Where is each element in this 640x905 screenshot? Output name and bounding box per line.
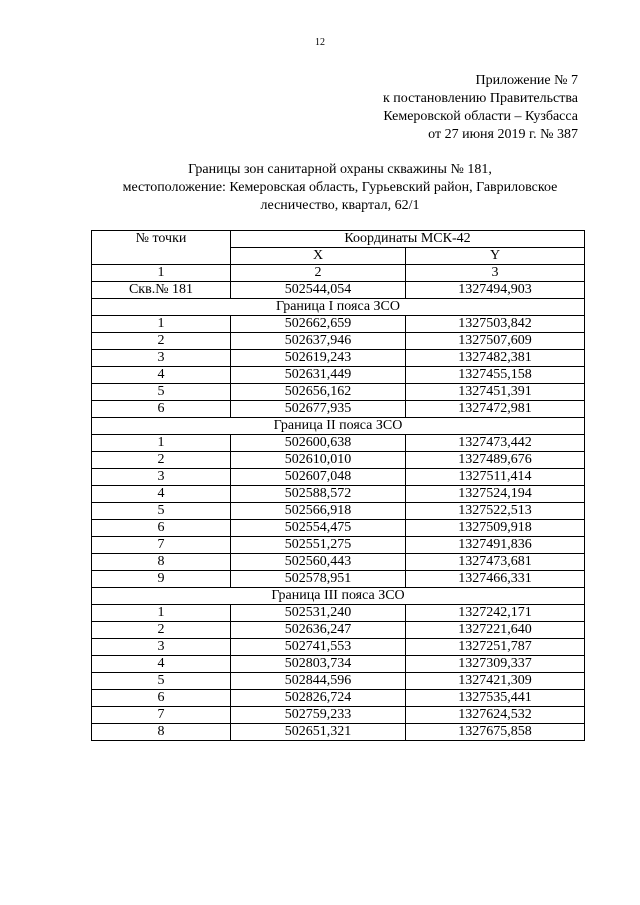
x-coordinate: 502554,475 <box>231 520 406 537</box>
point-number: 5 <box>92 384 231 401</box>
table-row <box>92 384 585 401</box>
point-number: 3 <box>92 350 231 367</box>
x-coordinate: 502619,243 <box>231 350 406 367</box>
y-coordinate: 1327421,309 <box>406 673 585 690</box>
point-number: 1 <box>92 605 231 622</box>
header-point-number: № точки <box>92 231 231 265</box>
point-number: 4 <box>92 656 231 673</box>
point-number: 2 <box>92 452 231 469</box>
point-number: 2 <box>92 622 231 639</box>
y-coordinate: 1327503,842 <box>406 316 585 333</box>
y-coordinate: 1327455,158 <box>406 367 585 384</box>
table-row <box>92 537 585 554</box>
x-coordinate: 502600,638 <box>231 435 406 452</box>
appendix-line: Приложение № 7 <box>475 73 578 88</box>
well-label: Скв.№ 181 <box>92 282 231 299</box>
y-coordinate: 1327624,532 <box>406 707 585 724</box>
x-coordinate: 502607,048 <box>231 469 406 486</box>
section-title: Граница II пояса ЗСО <box>92 418 585 435</box>
y-coordinate: 1327451,391 <box>406 384 585 401</box>
header-x: X <box>231 248 406 265</box>
column-number: 2 <box>231 265 406 282</box>
x-coordinate: 502803,734 <box>231 656 406 673</box>
y-coordinate: 1327507,609 <box>406 333 585 350</box>
section-title: Граница III пояса ЗСО <box>92 588 585 605</box>
point-number: 9 <box>92 571 231 588</box>
point-number: 7 <box>92 537 231 554</box>
y-coordinate: 1327221,640 <box>406 622 585 639</box>
table-row <box>92 435 585 452</box>
x-coordinate: 502560,443 <box>231 554 406 571</box>
appendix-line: к постановлению Правительства <box>382 91 578 106</box>
page-number: 12 <box>315 37 325 48</box>
x-coordinate: 502636,247 <box>231 622 406 639</box>
y-coordinate: 1327482,381 <box>406 350 585 367</box>
y-coordinate: 1327309,337 <box>406 656 585 673</box>
x-coordinate: 502631,449 <box>231 367 406 384</box>
table-row <box>92 690 585 707</box>
well-y: 1327494,903 <box>406 282 585 299</box>
point-number: 3 <box>92 639 231 656</box>
table-row <box>92 622 585 639</box>
column-number: 1 <box>92 265 231 282</box>
x-coordinate: 502588,572 <box>231 486 406 503</box>
y-coordinate: 1327675,858 <box>406 724 585 741</box>
point-number: 4 <box>92 486 231 503</box>
well-row <box>92 282 585 299</box>
y-coordinate: 1327511,414 <box>406 469 585 486</box>
y-coordinate: 1327242,171 <box>406 605 585 622</box>
point-number: 8 <box>92 724 231 741</box>
point-number: 7 <box>92 707 231 724</box>
point-number: 6 <box>92 520 231 537</box>
point-number: 5 <box>92 673 231 690</box>
appendix-line: Кемеровской области – Кузбасса <box>383 109 578 124</box>
title-line: Границы зон санитарной охраны скважины № 181, <box>188 162 492 177</box>
table-row <box>92 316 585 333</box>
x-coordinate: 502844,596 <box>231 673 406 690</box>
x-coordinate: 502637,946 <box>231 333 406 350</box>
section-title: Граница I пояса ЗСО <box>92 299 585 316</box>
table-row <box>92 673 585 690</box>
column-number: 3 <box>406 265 585 282</box>
table-header-row <box>92 231 585 248</box>
point-number: 8 <box>92 554 231 571</box>
x-coordinate: 502566,918 <box>231 503 406 520</box>
table-row <box>92 401 585 418</box>
column-number-row <box>92 265 585 282</box>
table-row <box>92 503 585 520</box>
table-row <box>92 469 585 486</box>
x-coordinate: 502551,275 <box>231 537 406 554</box>
x-coordinate: 502759,233 <box>231 707 406 724</box>
document-title <box>60 161 620 215</box>
y-coordinate: 1327535,441 <box>406 690 585 707</box>
y-coordinate: 1327491,836 <box>406 537 585 554</box>
x-coordinate: 502656,162 <box>231 384 406 401</box>
coordinates-table <box>91 230 585 741</box>
header-coordinates: Координаты МСК-42 <box>231 231 585 248</box>
table-row <box>92 452 585 469</box>
point-number: 1 <box>92 316 231 333</box>
table-row <box>92 350 585 367</box>
table-row <box>92 639 585 656</box>
y-coordinate: 1327472,981 <box>406 401 585 418</box>
table-row <box>92 486 585 503</box>
table-row <box>92 724 585 741</box>
table-row <box>92 656 585 673</box>
y-coordinate: 1327473,442 <box>406 435 585 452</box>
point-number: 2 <box>92 333 231 350</box>
section-header-row <box>92 418 585 435</box>
x-coordinate: 502610,010 <box>231 452 406 469</box>
x-coordinate: 502578,951 <box>231 571 406 588</box>
appendix-block <box>383 72 578 144</box>
appendix-line: от 27 июня 2019 г. № 387 <box>428 127 578 142</box>
x-coordinate: 502741,553 <box>231 639 406 656</box>
table-row <box>92 605 585 622</box>
table-row <box>92 554 585 571</box>
point-number: 5 <box>92 503 231 520</box>
x-coordinate: 502826,724 <box>231 690 406 707</box>
y-coordinate: 1327489,676 <box>406 452 585 469</box>
point-number: 4 <box>92 367 231 384</box>
point-number: 6 <box>92 401 231 418</box>
table-row <box>92 707 585 724</box>
x-coordinate: 502677,935 <box>231 401 406 418</box>
point-number: 3 <box>92 469 231 486</box>
point-number: 1 <box>92 435 231 452</box>
section-header-row <box>92 299 585 316</box>
y-coordinate: 1327524,194 <box>406 486 585 503</box>
y-coordinate: 1327509,918 <box>406 520 585 537</box>
x-coordinate: 502531,240 <box>231 605 406 622</box>
point-number: 6 <box>92 690 231 707</box>
title-line: лесничество, квартал, 62/1 <box>260 198 420 213</box>
y-coordinate: 1327522,513 <box>406 503 585 520</box>
y-coordinate: 1327466,331 <box>406 571 585 588</box>
x-coordinate: 502651,321 <box>231 724 406 741</box>
y-coordinate: 1327473,681 <box>406 554 585 571</box>
table-row <box>92 333 585 350</box>
header-y: Y <box>406 248 585 265</box>
table-row <box>92 571 585 588</box>
table-row <box>92 520 585 537</box>
section-header-row <box>92 588 585 605</box>
well-x: 502544,054 <box>231 282 406 299</box>
x-coordinate: 502662,659 <box>231 316 406 333</box>
y-coordinate: 1327251,787 <box>406 639 585 656</box>
title-line: местоположение: Кемеровская область, Гурьевский район, Гавриловское <box>122 180 558 195</box>
table-row <box>92 367 585 384</box>
